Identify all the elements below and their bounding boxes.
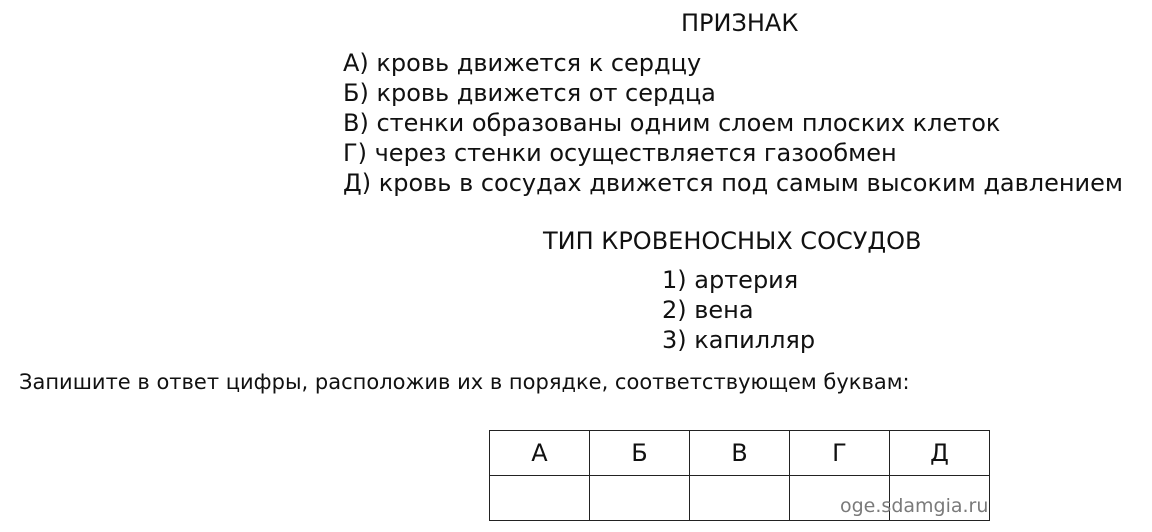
answer-value-cell[interactable] bbox=[490, 476, 590, 521]
answer-header-cell: Б bbox=[590, 431, 690, 476]
answer-value-cell[interactable] bbox=[590, 476, 690, 521]
features-heading: ПРИЗНАК bbox=[681, 9, 799, 37]
type-item: 1) артерия bbox=[662, 266, 799, 294]
watermark-text: oge.sdamgia.ru bbox=[840, 495, 989, 517]
feature-item: А) кровь движется к сердцу bbox=[343, 49, 702, 77]
types-heading: ТИП КРОВЕНОСНЫХ СОСУДОВ bbox=[543, 227, 922, 255]
answer-header-row bbox=[490, 431, 990, 476]
answer-header-cell: Г bbox=[790, 431, 890, 476]
type-item: 3) капилляр bbox=[662, 326, 816, 354]
feature-item: Б) кровь движется от сердца bbox=[343, 79, 716, 107]
type-item: 2) вена bbox=[662, 296, 754, 324]
features-list bbox=[343, 48, 1123, 198]
feature-item: Д) кровь в сосудах движется под самым высоким давлением bbox=[343, 169, 1124, 197]
answer-header-cell: В bbox=[690, 431, 790, 476]
answer-value-cell[interactable] bbox=[690, 476, 790, 521]
instruction-text: Запишите в ответ цифры, расположив их в порядке, соответствующем буквам: bbox=[19, 370, 910, 394]
answer-header-cell: А bbox=[490, 431, 590, 476]
feature-item: Г) через стенки осуществляется газообмен bbox=[343, 139, 897, 167]
feature-item: В) стенки образованы одним слоем плоских клеток bbox=[343, 109, 1001, 137]
answer-header-cell: Д bbox=[890, 431, 990, 476]
types-list bbox=[662, 265, 815, 355]
